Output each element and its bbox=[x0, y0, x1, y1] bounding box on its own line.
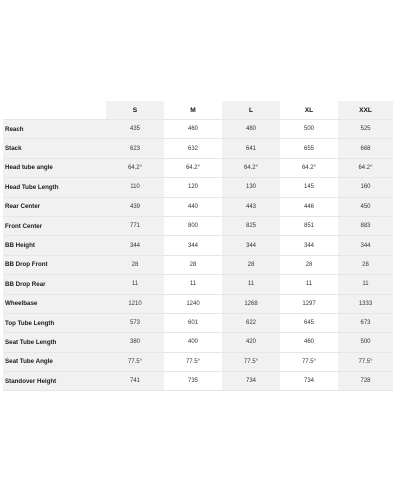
table-row bbox=[3, 120, 393, 139]
header-corner bbox=[3, 101, 106, 119]
cell-l: 77.5° bbox=[222, 353, 280, 371]
geometry-table bbox=[3, 101, 393, 391]
row-label: Seat Tube Length bbox=[3, 333, 106, 351]
cell-xxl: 28 bbox=[338, 256, 393, 274]
cell-s: 435 bbox=[106, 120, 164, 138]
cell-l: 734 bbox=[222, 372, 280, 390]
column-header-m: M bbox=[190, 106, 196, 114]
cell-l: 641 bbox=[222, 139, 280, 157]
cell-m: 64.2° bbox=[185, 164, 201, 171]
column-header-l: L bbox=[222, 101, 280, 119]
cell-xl: 655 bbox=[303, 145, 314, 152]
column-header-xl: XL bbox=[304, 106, 314, 114]
cell-m: 601 bbox=[187, 320, 198, 327]
cell-s: 623 bbox=[106, 139, 164, 157]
row-label: Top Tube Length bbox=[3, 314, 106, 332]
cell-s: 77.5° bbox=[106, 353, 164, 371]
row-label: BB Drop Rear bbox=[3, 275, 106, 293]
cell-s: 439 bbox=[106, 198, 164, 216]
cell-m: 344 bbox=[187, 242, 198, 249]
cell-xxl: 64.2° bbox=[338, 159, 393, 177]
cell-xl: 344 bbox=[303, 242, 314, 249]
cell-xxl: 500 bbox=[338, 333, 393, 351]
cell-s: 344 bbox=[106, 236, 164, 254]
cell-m: 735 bbox=[187, 378, 198, 385]
table-row bbox=[3, 353, 393, 372]
table-row bbox=[3, 372, 393, 391]
cell-m: 28 bbox=[189, 261, 197, 268]
row-label: Seat Tube Angle bbox=[3, 353, 106, 371]
table-row bbox=[3, 198, 393, 217]
cell-xl: 145 bbox=[303, 184, 314, 191]
column-header-xxl: XXL bbox=[338, 101, 393, 119]
row-label: Reach bbox=[3, 120, 106, 138]
table-row bbox=[3, 178, 393, 197]
row-label: Head tube angle bbox=[3, 159, 106, 177]
table-row bbox=[3, 295, 393, 314]
cell-xl: 11 bbox=[305, 281, 313, 288]
column-header-s: S bbox=[106, 101, 164, 119]
cell-xl: 77.5° bbox=[301, 358, 317, 365]
table-row bbox=[3, 236, 393, 255]
row-label: BB Height bbox=[3, 236, 106, 254]
table-row bbox=[3, 333, 393, 352]
cell-xxl: 160 bbox=[338, 178, 393, 196]
cell-l: 420 bbox=[222, 333, 280, 351]
cell-xl: 64.2° bbox=[301, 164, 317, 171]
row-label: Front Center bbox=[3, 217, 106, 235]
row-label: Head Tube Length bbox=[3, 178, 106, 196]
cell-m: 440 bbox=[187, 203, 198, 210]
cell-xl: 28 bbox=[305, 261, 313, 268]
cell-xxl: 525 bbox=[338, 120, 393, 138]
cell-xl: 1297 bbox=[302, 300, 316, 307]
cell-s: 1210 bbox=[106, 295, 164, 313]
cell-l: 64.2° bbox=[222, 159, 280, 177]
cell-l: 825 bbox=[222, 217, 280, 235]
cell-xl: 500 bbox=[303, 126, 314, 133]
cell-m: 77.5° bbox=[185, 358, 201, 365]
cell-s: 110 bbox=[106, 178, 164, 196]
cell-m: 632 bbox=[187, 145, 198, 152]
cell-s: 741 bbox=[106, 372, 164, 390]
cell-xl: 851 bbox=[303, 223, 314, 230]
cell-l: 480 bbox=[222, 120, 280, 138]
cell-l: 1268 bbox=[222, 295, 280, 313]
row-label: Rear Center bbox=[3, 198, 106, 216]
cell-m: 11 bbox=[189, 281, 197, 288]
cell-l: 344 bbox=[222, 236, 280, 254]
table-body bbox=[3, 120, 393, 391]
cell-m: 460 bbox=[187, 126, 198, 133]
cell-xl: 734 bbox=[303, 378, 314, 385]
cell-xxl: 11 bbox=[338, 275, 393, 293]
table-row bbox=[3, 314, 393, 333]
cell-l: 28 bbox=[222, 256, 280, 274]
table-row bbox=[3, 256, 393, 275]
table-row bbox=[3, 217, 393, 236]
cell-l: 443 bbox=[222, 198, 280, 216]
cell-s: 380 bbox=[106, 333, 164, 351]
cell-s: 64.2° bbox=[106, 159, 164, 177]
cell-xxl: 668 bbox=[338, 139, 393, 157]
cell-xxl: 77.5° bbox=[338, 353, 393, 371]
cell-xxl: 1333 bbox=[338, 295, 393, 313]
row-label: BB Drop Front bbox=[3, 256, 106, 274]
cell-xxl: 883 bbox=[338, 217, 393, 235]
cell-m: 120 bbox=[187, 184, 198, 191]
cell-l: 622 bbox=[222, 314, 280, 332]
cell-s: 573 bbox=[106, 314, 164, 332]
cell-l: 130 bbox=[222, 178, 280, 196]
cell-m: 800 bbox=[187, 223, 198, 230]
table-row bbox=[3, 139, 393, 158]
cell-xxl: 450 bbox=[338, 198, 393, 216]
cell-xxl: 673 bbox=[338, 314, 393, 332]
row-label: Stack bbox=[3, 139, 106, 157]
table-row bbox=[3, 275, 393, 294]
table-header-row bbox=[3, 101, 393, 120]
table-row bbox=[3, 159, 393, 178]
cell-xl: 460 bbox=[303, 339, 314, 346]
cell-m: 400 bbox=[187, 339, 198, 346]
cell-s: 28 bbox=[106, 256, 164, 274]
cell-xxl: 344 bbox=[338, 236, 393, 254]
cell-xxl: 728 bbox=[338, 372, 393, 390]
cell-m: 1240 bbox=[186, 300, 200, 307]
row-label: Wheelbase bbox=[3, 295, 106, 313]
cell-s: 771 bbox=[106, 217, 164, 235]
cell-xl: 645 bbox=[303, 320, 314, 327]
row-label: Standover Height bbox=[3, 372, 106, 390]
cell-l: 11 bbox=[222, 275, 280, 293]
cell-xl: 446 bbox=[303, 203, 314, 210]
cell-s: 11 bbox=[106, 275, 164, 293]
